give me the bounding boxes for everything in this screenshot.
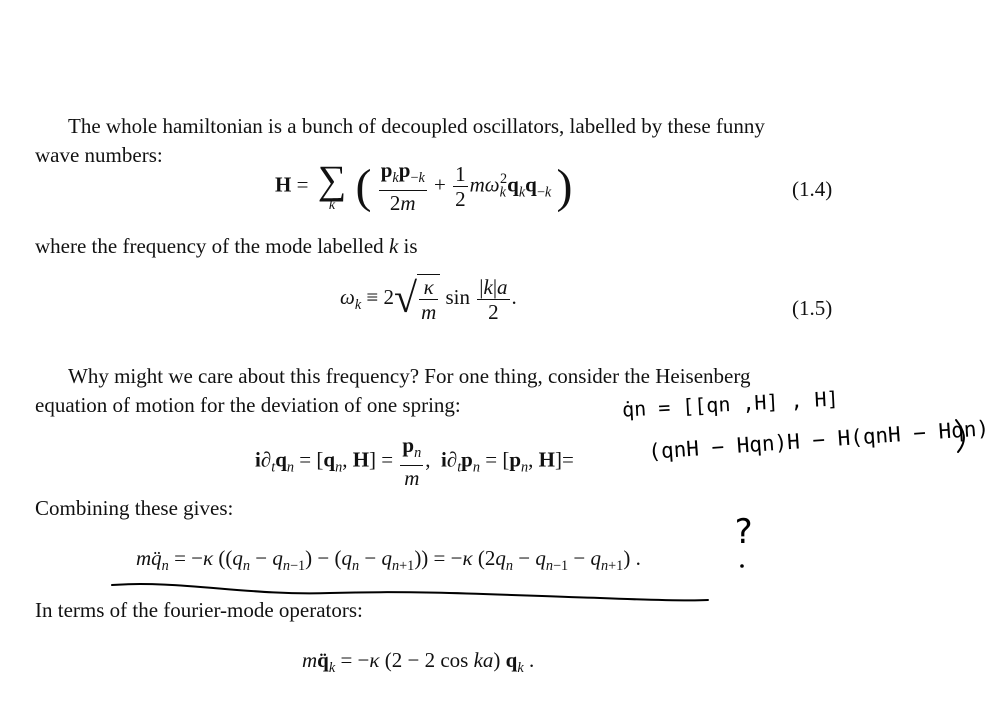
equation-dispersion: $\omega_k \equiv 2√$ $\frac{\kappa}{m}$ sin $\frac{|k|a}{2}$ . xyxy=(340,274,517,324)
equation-number-1-4: (1.4) xyxy=(792,177,833,201)
intro-line-1: The whole hamiltonian is a bunch of decoupled oscillators, labelled by these funny xyxy=(68,114,765,138)
combining-text: Combining these gives: xyxy=(35,496,234,520)
handwritten-note-expansion: (qnH − Hqn)H − H(qnH − Hqn) xyxy=(647,416,990,464)
equation-heisenberg: $i\partial_tq_n = [q_n$, H] = $\frac{p_n}{m}$ , $i\partial_tp_n = [p_n$, H]= xyxy=(255,433,574,491)
handwritten-note-commutator: q̇n = [[qn ,H] , H] xyxy=(621,386,840,422)
underline-stroke xyxy=(112,584,708,600)
bracket-stroke xyxy=(956,420,964,452)
heisenberg-line-2: equation of motion for the deviation of one spring: xyxy=(35,393,461,417)
handwritten-question-mark: ? xyxy=(733,512,754,552)
fourier-text: In terms of the fourier-mode operators: xyxy=(35,598,363,622)
frequency-text-end: is xyxy=(403,234,418,258)
equation-combined: $mq̈_n = -\kappa$ $((q_n - q_{n-1}) - (q_n - q_{n+1})) = -\kappa$ $(2q_n - q_{n-1} - q_{n+1})$ . xyxy=(136,546,641,575)
equation-number-1-5: (1.5) xyxy=(792,296,833,320)
intro-line-2: wave numbers: xyxy=(35,143,163,167)
equation-fourier: $mq̈_k = -\kappa$ (2 − 2 cos ka) $q_k$ . xyxy=(302,648,535,677)
heisenberg-line-1: Why might we care about this frequency? For one thing, consider the Heisenberg xyxy=(68,364,751,388)
question-dot xyxy=(740,564,744,568)
equation-hamiltonian: H = ∑ k ( $\frac{p_kp_{-k}}{2m}$ + $\frac{1}{2}$ $m\omega_k^2q_kq_{-k}$ ) xyxy=(275,156,573,216)
frequency-text: where the frequency of the mode labelled xyxy=(35,234,384,258)
frequency-var: k xyxy=(388,234,399,258)
